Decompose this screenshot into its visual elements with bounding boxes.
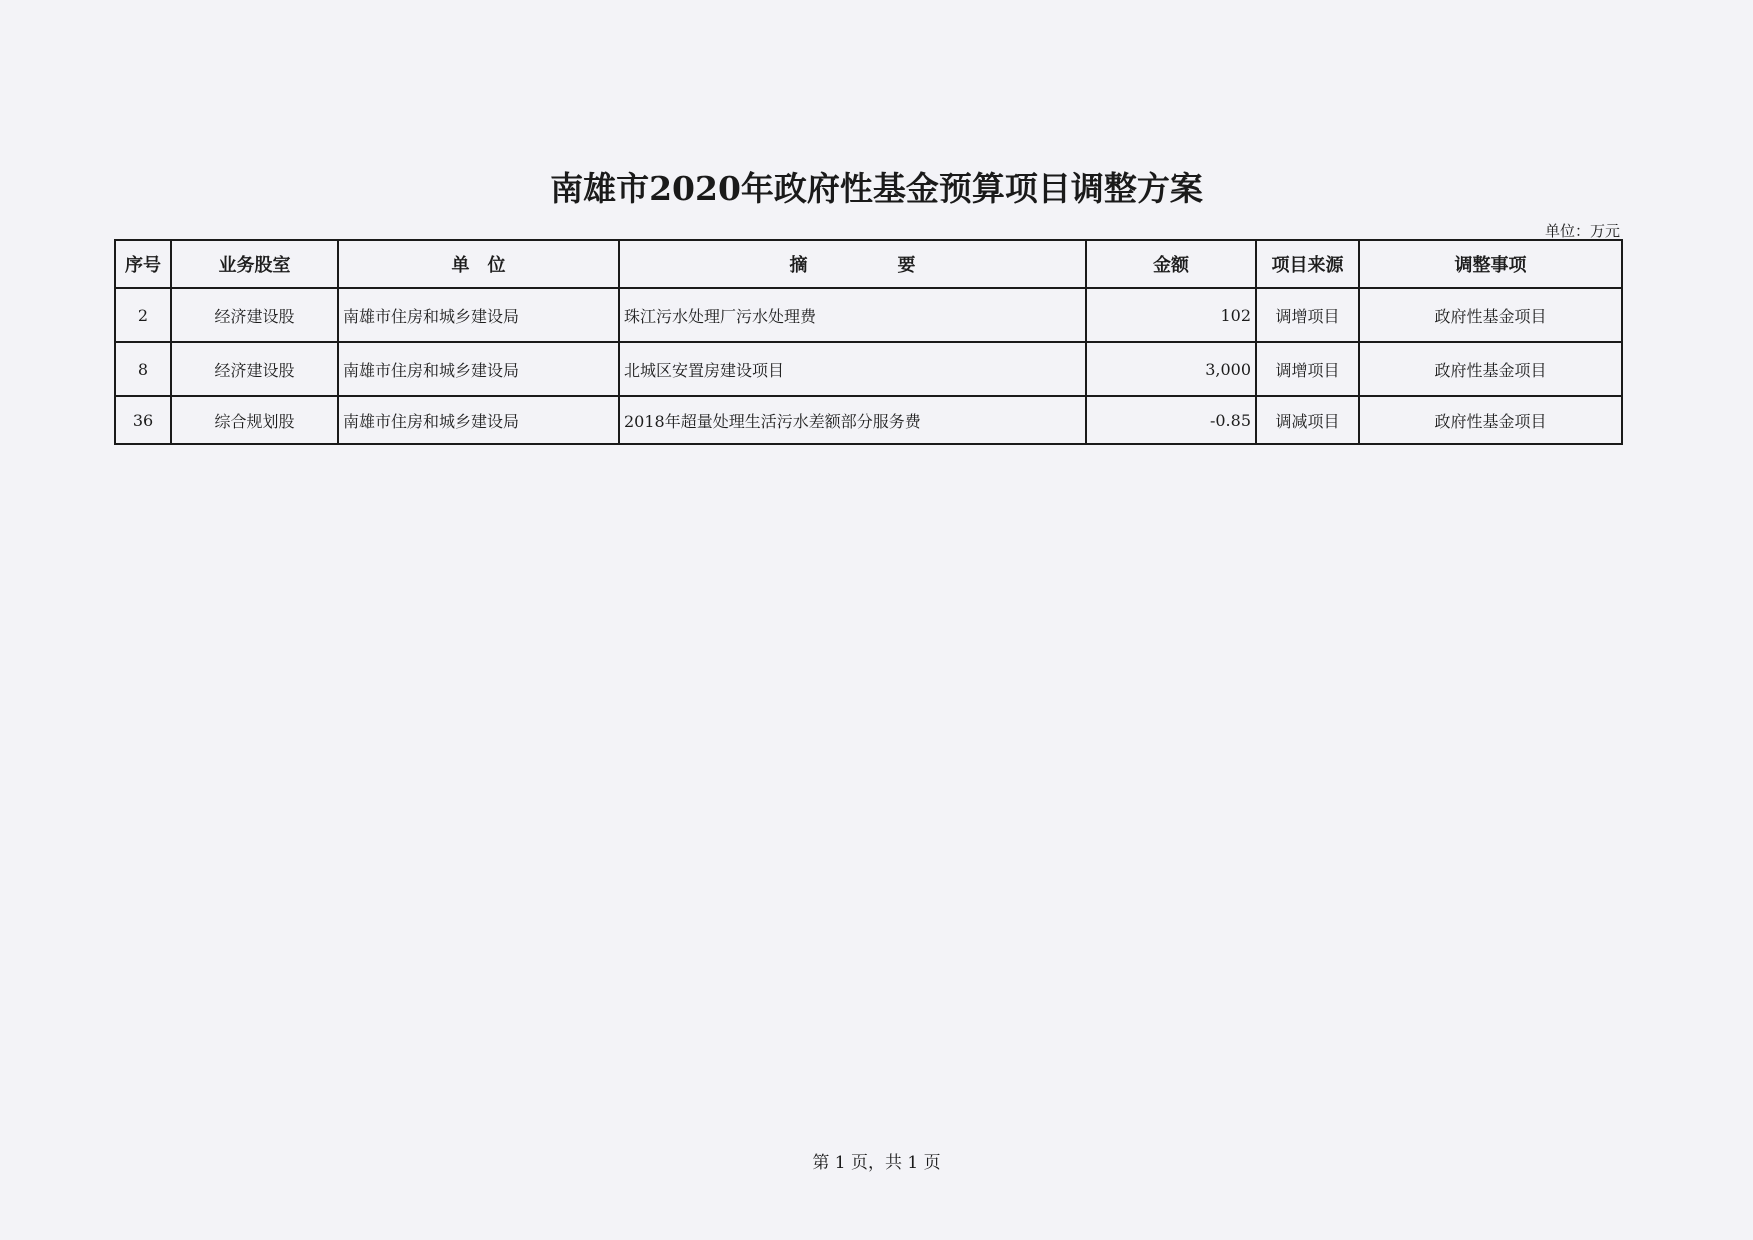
cell-item: 政府性基金项目 xyxy=(1359,288,1622,342)
cell-summary: 2018年超量处理生活污水差额部分服务费 xyxy=(619,396,1086,444)
table-header-row xyxy=(115,240,1622,288)
cell-dept: 经济建设股 xyxy=(171,342,338,396)
cell-unit: 南雄市住房和城乡建设局 xyxy=(338,342,619,396)
cell-source: 调减项目 xyxy=(1256,396,1359,444)
cell-seq: 36 xyxy=(115,396,171,444)
page-title: 南雄市2020年政府性基金预算项目调整方案 xyxy=(550,169,1203,208)
header-dept: 业务股室 xyxy=(171,240,338,288)
cell-seq: 8 xyxy=(115,342,171,396)
table-row xyxy=(115,396,1622,444)
budget-table xyxy=(114,239,1623,445)
cell-unit: 南雄市住房和城乡建设局 xyxy=(338,396,619,444)
header-summary: 摘 要 xyxy=(619,240,1086,288)
cell-summary: 北城区安置房建设项目 xyxy=(619,342,1086,396)
header-seq: 序号 xyxy=(115,240,171,288)
cell-item: 政府性基金项目 xyxy=(1359,342,1622,396)
cell-unit: 南雄市住房和城乡建设局 xyxy=(338,288,619,342)
table-row xyxy=(115,288,1622,342)
cell-amount: 102 xyxy=(1086,288,1256,342)
cell-seq: 2 xyxy=(115,288,171,342)
cell-item: 政府性基金项目 xyxy=(1359,396,1622,444)
header-amount: 金额 xyxy=(1086,240,1256,288)
cell-dept: 经济建设股 xyxy=(171,288,338,342)
cell-source: 调增项目 xyxy=(1256,342,1359,396)
table-row xyxy=(115,342,1622,396)
cell-summary: 珠江污水处理厂污水处理费 xyxy=(619,288,1086,342)
cell-amount: -0.85 xyxy=(1086,396,1256,444)
header-item: 调整事项 xyxy=(1359,240,1622,288)
cell-source: 调增项目 xyxy=(1256,288,1359,342)
header-unit: 单 位 xyxy=(338,240,619,288)
header-source: 项目来源 xyxy=(1256,240,1359,288)
cell-amount: 3,000 xyxy=(1086,342,1256,396)
cell-dept: 综合规划股 xyxy=(171,396,338,444)
unit-label: 单位：万元 xyxy=(1544,222,1620,240)
page-footer: 第 1 页，共 1 页 xyxy=(812,1153,941,1173)
